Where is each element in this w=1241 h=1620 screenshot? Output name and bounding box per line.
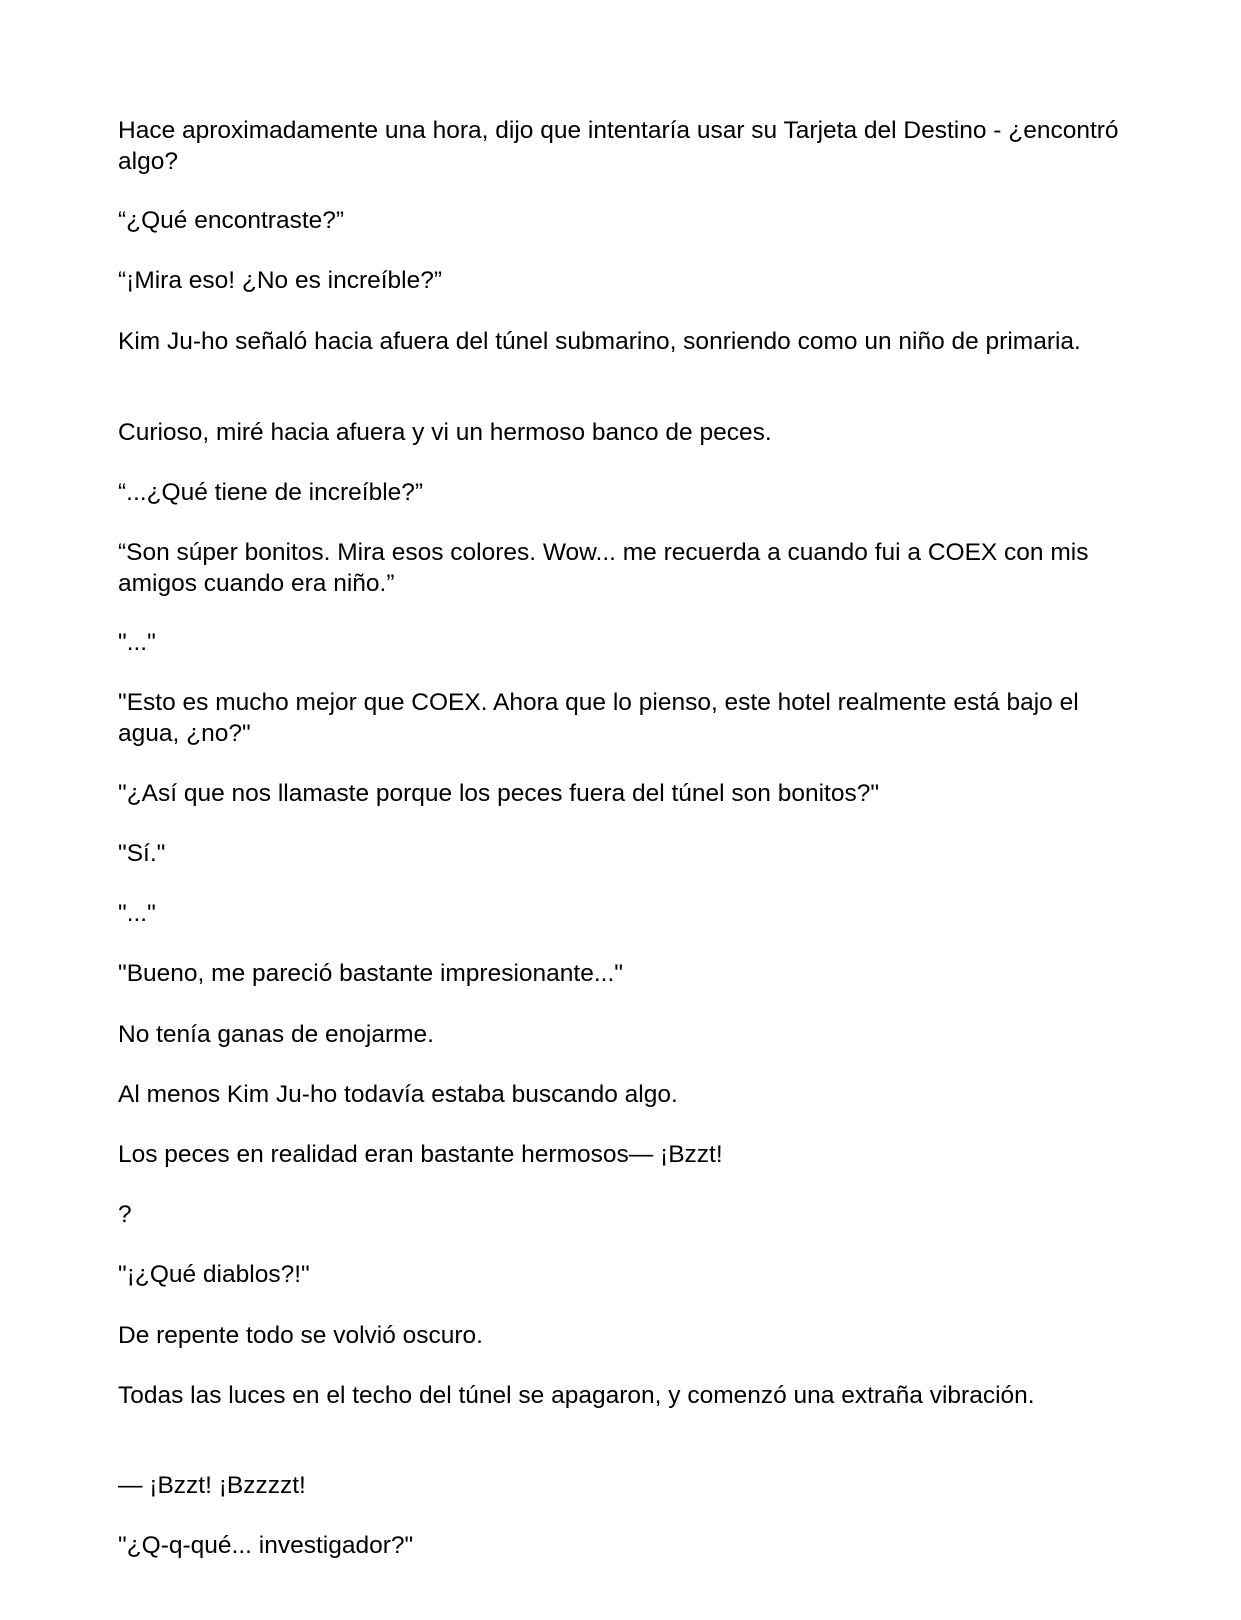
paragraph: "Esto es mucho mejor que COEX. Ahora que lo pienso, este hotel realmente está bajo el agua, ¿no?" — [118, 689, 1079, 747]
paragraph: "¿Q-q-qué... investigador?" — [118, 1532, 414, 1559]
paragraph: Kim Ju-ho señaló hacia afuera del túnel submarino, sonriendo como un niño de primaria. — [118, 328, 1081, 355]
paragraph: “¡Mira eso! ¿No es increíble?” — [118, 267, 443, 294]
paragraph: Curioso, miré hacia afuera y vi un hermoso banco de peces. — [118, 419, 772, 446]
paragraph: ? — [118, 1201, 132, 1228]
paragraph: "..." — [118, 900, 156, 927]
paragraph: “¿Qué encontraste?” — [118, 207, 345, 234]
paragraph: De repente todo se volvió oscuro. — [118, 1322, 483, 1349]
paragraph: Todas las luces en el techo del túnel se apagaron, y comenzó una extraña vibración. — [118, 1382, 1035, 1409]
paragraph: "Sí." — [118, 840, 166, 867]
paragraph: “Son súper bonitos. Mira esos colores. Wow... me recuerda a cuando fui a COEX con mis amigos cuando era niño.” — [118, 539, 1089, 597]
paragraph: No tenía ganas de enojarme. — [118, 1021, 434, 1048]
paragraph: "Bueno, me pareció bastante impresionante..." — [118, 960, 623, 987]
paragraph: "¿Así que nos llamaste porque los peces fuera del túnel son bonitos?" — [118, 780, 880, 807]
paragraph: — ¡Bzzt! ¡Bzzzzt! — [118, 1472, 306, 1499]
paragraph: Hace aproximadamente una hora, dijo que intentaría usar su Tarjeta del Destino - ¿encontró algo? — [118, 117, 1119, 175]
paragraph: Los peces en realidad eran bastante hermosos— ¡Bzzt! — [118, 1141, 723, 1168]
paragraph: “...¿Qué tiene de increíble?” — [118, 479, 424, 506]
paragraph: "..." — [118, 629, 156, 656]
paragraph: Al menos Kim Ju-ho todavía estaba buscando algo. — [118, 1081, 678, 1108]
paragraph: "¡¿Qué diablos?!" — [118, 1261, 310, 1288]
